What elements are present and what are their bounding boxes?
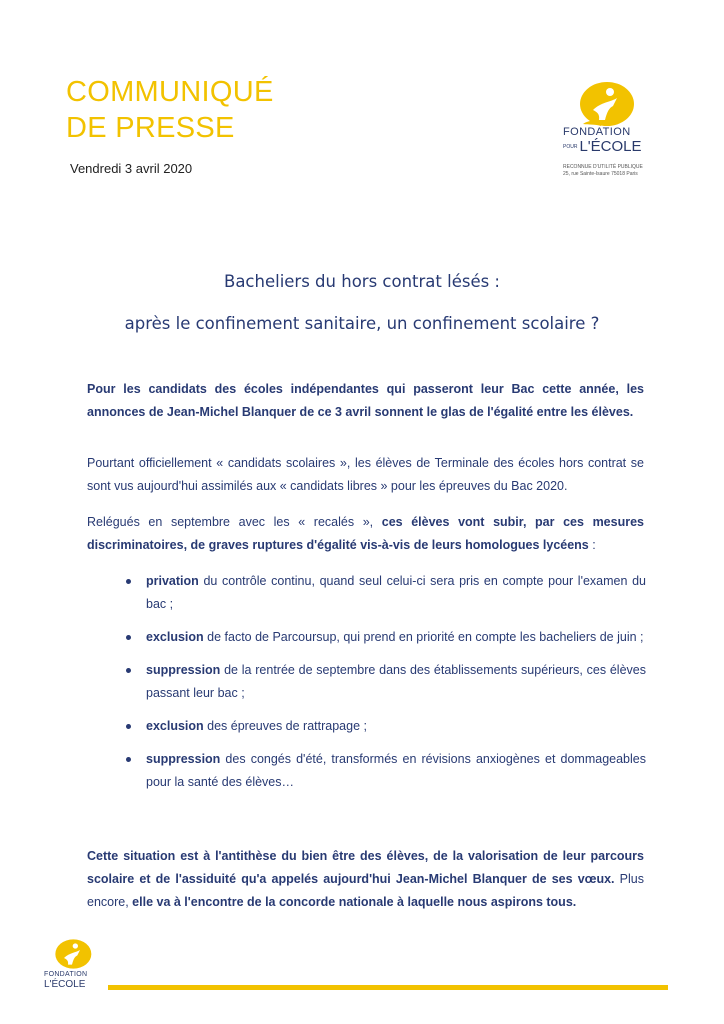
list-item-keyword: exclusion: [146, 630, 204, 644]
list-item-keyword: suppression: [146, 752, 221, 766]
intro-paragraph: Pour les candidats des écoles indépendantes qui passeront leur Bac cette année, les annonces de Jean-Michel Blanquer de ce 3 avril sonnent le glas de l'égalité entre les élèves.: [87, 382, 644, 419]
bullet-icon: [126, 668, 131, 673]
foundation-name-line-1: FONDATION: [563, 126, 631, 138]
foundation-address: 25, rue Sainte-Isaure 75018 Paris: [563, 171, 638, 177]
foundation-name-main: L'ÉCOLE: [579, 138, 642, 155]
conclusion-bold-2: elle va à l'encontre de la concorde nationale à laquelle nous aspirons tous.: [132, 895, 577, 909]
footer-name-line-2: L'ÉCOLE: [44, 979, 86, 990]
list-item-keyword: privation: [146, 574, 199, 588]
measures-list: [126, 570, 646, 804]
foundation-name-prefix: POUR: [563, 143, 578, 150]
footer-logo: [44, 938, 104, 990]
conclusion-bold: Cette situation est à l'antithèse du bien être des élèves, de la valorisation de leur parcours scolaire et de l'assiduité qu'a appelés aujourd'hui Jean-Michel Blanquer de ses vœux.: [87, 849, 644, 886]
headline-line-1: Bacheliers du hors contrat lésés :: [224, 272, 500, 291]
list-item: [126, 748, 646, 794]
paragraph-2: [87, 511, 644, 557]
bullet-icon: [126, 757, 131, 762]
list-item: [126, 715, 646, 738]
paragraph-2-end: :: [588, 538, 596, 552]
footer-logo-icon: [44, 938, 92, 974]
bullet-icon: [126, 724, 131, 729]
list-item-keyword: exclusion: [146, 719, 204, 733]
list-item-keyword: suppression: [146, 663, 221, 677]
release-date: Vendredi 3 avril 2020: [70, 161, 193, 176]
paragraph-1: Pourtant officiellement « candidats scolaires », les élèves de Terminale des écoles hors contrat se sont vus aujourd'hui assimilés aux « candidats libres » pour les épreuves du Bac 2020.: [87, 456, 644, 493]
footer-foundation-name: [44, 970, 87, 990]
list-item-text: de la rentrée de septembre dans des établissements supérieurs, ces élèves passant leur bac ;: [146, 663, 646, 700]
foundation-subtitle: [563, 164, 659, 178]
list-item: [126, 570, 646, 616]
foundation-name: [563, 126, 642, 155]
paragraph-2-plain: Relégués en septembre avec les « recalés »,: [87, 515, 382, 529]
title-line-2: DE PRESSE: [66, 112, 235, 144]
title-line-1: COMMUNIQUÉ: [66, 76, 274, 108]
list-item: [126, 659, 646, 705]
list-item: [126, 626, 646, 649]
press-release-title: [66, 74, 274, 146]
footer-divider: [108, 985, 668, 990]
list-item-text: du contrôle continu, quand seul celui-ci sera pris en compte pour l'examen du bac ;: [146, 574, 646, 611]
bullet-icon: [126, 635, 131, 640]
headline-line-2: après le confinement sanitaire, un confinement scolaire ?: [124, 314, 600, 333]
bullet-icon: [126, 579, 131, 584]
foundation-name-line-2: [563, 139, 642, 155]
paragraph-2-bold: ces élèves vont subir, par ces mesures discriminatoires, de graves ruptures d'égalité vis-à-vis de leurs homologues lycéens: [87, 515, 644, 552]
conclusion-paragraph: [87, 845, 644, 914]
footer-name-line-1: FONDATION: [44, 971, 88, 978]
list-item-text: des épreuves de rattrapage ;: [203, 719, 367, 733]
list-item-text: de facto de Parcoursup, qui prend en priorité en compte les bacheliers de juin ;: [203, 630, 644, 644]
conclusion-plain: Plus encore,: [87, 872, 644, 909]
foundation-subtitle-line-1: RECONNUE D'UTILITÉ PUBLIQUE: [563, 164, 643, 170]
list-item-text: des congés d'été, transformés en révisions anxiogènes et dommageables pour la santé des élèves…: [146, 752, 646, 789]
